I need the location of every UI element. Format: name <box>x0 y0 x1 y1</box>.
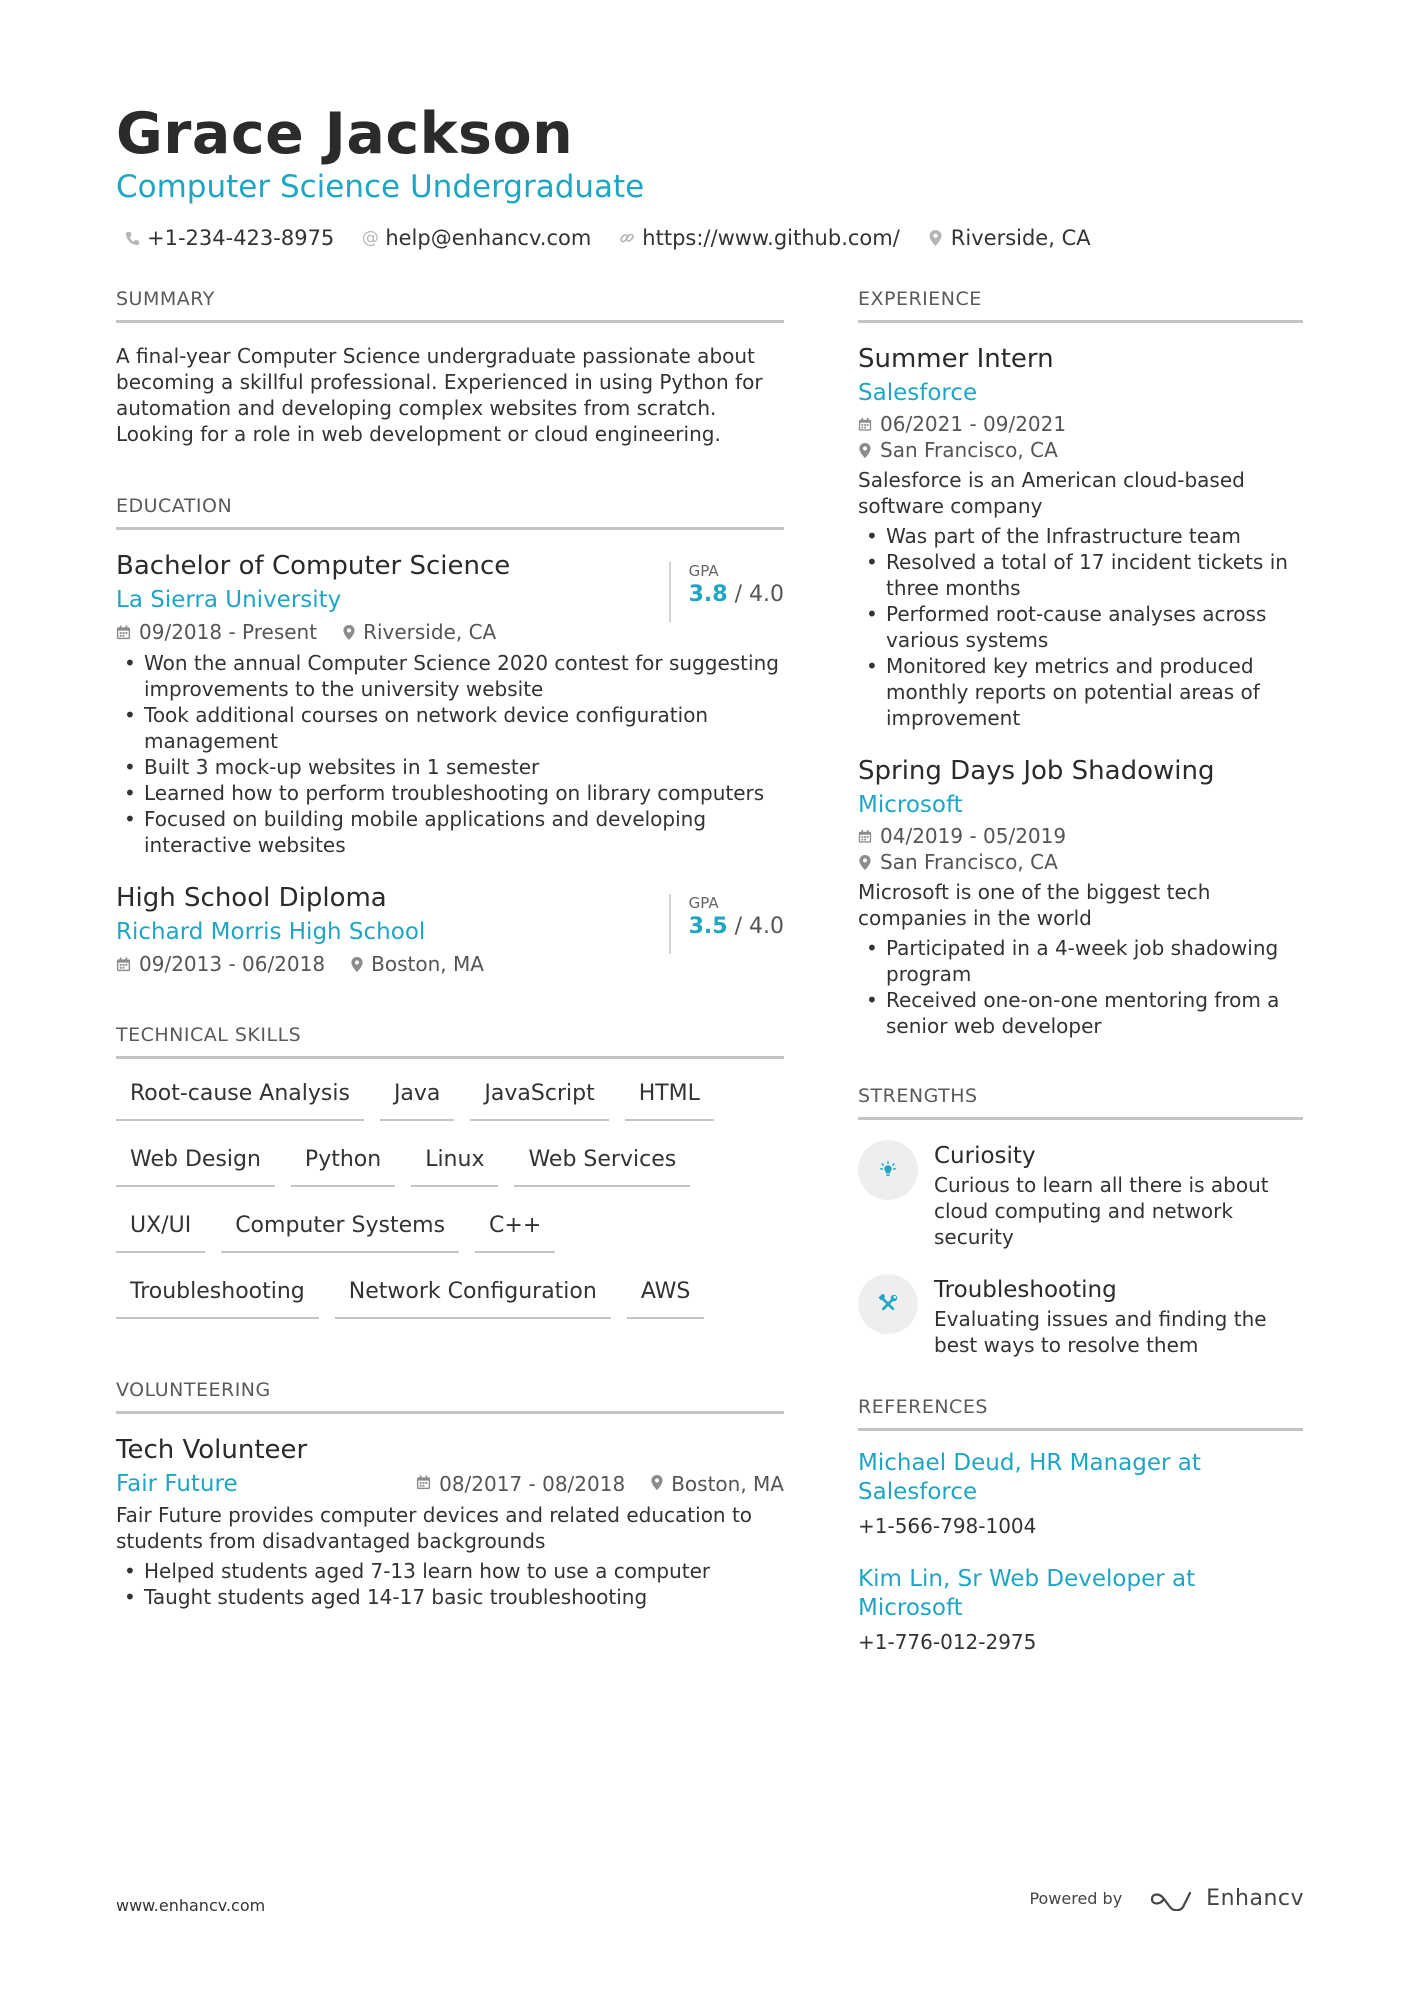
contact-phone-text: +1-234-423-8975 <box>147 226 335 250</box>
footer-branding <box>1029 1886 1304 1911</box>
experience-role: Summer Intern <box>858 344 1054 374</box>
list-item: • Learned how to perform troubleshooting on library computers <box>116 780 784 806</box>
experience-location-row <box>858 437 1303 463</box>
reference-phone: +1-776-012-2975 <box>858 1630 1037 1654</box>
reference-phone: +1-566-798-1004 <box>858 1514 1037 1538</box>
location-pin-icon <box>351 957 363 972</box>
experience-dates: 06/2021 - 09/2021 <box>880 412 1067 436</box>
skill-tag: Web Services <box>514 1139 690 1187</box>
volunteer-meta <box>416 1472 784 1496</box>
right-column <box>858 286 1303 1657</box>
volunteer-bullets <box>116 1558 784 1610</box>
calendar-icon <box>858 417 872 432</box>
volunteer-location: Boston, MA <box>671 1472 784 1496</box>
list-item: • Received one-on-one mentoring from a senior web developer <box>858 987 1303 1039</box>
experience-dates: 04/2019 - 05/2019 <box>880 824 1067 848</box>
education-bullets <box>116 650 784 858</box>
strength-text <box>934 1140 1303 1250</box>
calendar-icon <box>116 625 131 640</box>
experience-dates-row <box>858 823 1303 849</box>
skill-tag: Troubleshooting <box>116 1271 319 1319</box>
education-meta <box>116 950 784 978</box>
education-heading: EDUCATION <box>116 493 784 530</box>
gpa-score: 3.5 <box>688 914 728 939</box>
phone-icon <box>124 231 140 246</box>
reference-item <box>858 1565 1303 1657</box>
volunteering-heading: VOLUNTEERING <box>116 1377 784 1414</box>
summary-section <box>116 286 784 447</box>
references-section <box>858 1394 1303 1657</box>
gpa-label: GPA <box>688 562 719 580</box>
link-icon <box>619 230 635 246</box>
left-column <box>116 286 784 1610</box>
experience-description: Salesforce is an American cloud-based software company <box>858 468 1245 518</box>
references-heading: REFERENCES <box>858 1394 1303 1431</box>
skill-tag: AWS <box>627 1271 705 1319</box>
at-icon: @ <box>361 228 379 248</box>
education-meta <box>116 618 784 646</box>
contact-link-text: https://www.github.com/ <box>642 226 900 250</box>
calendar-icon <box>416 1475 431 1494</box>
education-section <box>116 493 784 978</box>
reference-item <box>858 1449 1303 1541</box>
contact-location-text: Riverside, CA <box>950 226 1091 250</box>
brand-name: Enhancv <box>1206 1886 1304 1911</box>
list-item: • Built 3 mock-up websites in 1 semester <box>116 754 784 780</box>
experience-role: Spring Days Job Shadowing <box>858 756 1215 786</box>
calendar-icon <box>858 829 872 844</box>
strength-item <box>858 1274 1303 1358</box>
list-item: • Was part of the Infrastructure team <box>858 523 1303 549</box>
powered-by-label: Powered by <box>1029 1889 1123 1908</box>
experience-description: Microsoft is one of the biggest tech companies in the world <box>858 880 1211 930</box>
brand-logo[interactable] <box>1148 1886 1304 1911</box>
list-item: • Performed root-cause analyses across various systems <box>858 601 1303 653</box>
experience-company: Microsoft <box>858 792 963 818</box>
contact-phone <box>124 223 334 253</box>
gpa-value <box>689 580 784 610</box>
experience-entry <box>858 753 1303 1039</box>
volunteering-section <box>116 1377 784 1610</box>
experience-bullets <box>858 523 1303 731</box>
skill-tag: Web Design <box>116 1139 275 1187</box>
list-item: • Taught students aged 14-17 basic troubleshooting <box>116 1584 784 1610</box>
education-degree: High School Diploma <box>116 883 387 913</box>
education-location: Boston, MA <box>371 952 484 976</box>
skill-tag: Root-cause Analysis <box>116 1073 364 1121</box>
skill-tag: JavaScript <box>470 1073 608 1121</box>
education-dates: 09/2018 - Present <box>139 620 318 644</box>
experience-section <box>858 286 1303 1039</box>
list-item: • Focused on building mobile applications and developing interactive websites <box>116 806 784 858</box>
list-item: • Participated in a 4-week job shadowing program <box>858 935 1303 987</box>
contact-email-text: help@enhancv.com <box>385 226 592 250</box>
contact-bar <box>124 223 1119 253</box>
strength-title: Curiosity <box>934 1143 1036 1169</box>
education-school: La Sierra University <box>116 587 342 613</box>
strengths-section <box>858 1083 1303 1358</box>
gpa-score: 3.8 <box>688 582 728 607</box>
volunteer-org: Fair Future <box>116 1471 238 1497</box>
experience-bullets <box>858 935 1303 1039</box>
summary-text: A final-year Computer Science undergraduate passionate about becoming a skillful professional. Experienced in using Python for automation and developing complex websites from scratch. Looking for a role in web development or cloud engineering. <box>116 344 763 446</box>
location-pin-icon <box>343 625 355 640</box>
education-location: Riverside, CA <box>363 620 497 644</box>
gpa-box <box>669 562 784 622</box>
contact-email <box>362 223 591 253</box>
location-pin-icon <box>858 443 872 458</box>
strength-title: Troubleshooting <box>934 1277 1117 1303</box>
education-entry <box>116 880 784 978</box>
experience-dates-row <box>858 411 1303 437</box>
tools-icon <box>858 1274 918 1334</box>
location-pin-icon <box>928 230 944 246</box>
experience-heading: EXPERIENCE <box>858 286 1303 323</box>
experience-location: San Francisco, CA <box>880 850 1058 874</box>
contact-location <box>928 223 1091 253</box>
strength-item <box>858 1140 1303 1250</box>
candidate-name: Grace Jackson <box>116 101 574 167</box>
skill-tag: Python <box>291 1139 395 1187</box>
education-school: Richard Morris High School <box>116 919 426 945</box>
location-pin-icon <box>651 1475 663 1494</box>
skill-tag: Computer Systems <box>221 1205 459 1253</box>
skill-tag: UX/UI <box>116 1205 205 1253</box>
volunteer-description: Fair Future provides computer devices and related education to students from disadvantaged backgrounds <box>116 1503 753 1553</box>
lightbulb-icon <box>858 1140 918 1200</box>
volunteer-role: Tech Volunteer <box>116 1435 308 1465</box>
gpa-label: GPA <box>688 894 719 912</box>
experience-location-row <box>858 849 1303 875</box>
reference-name: Kim Lin, Sr Web Developer at Microsoft <box>858 1566 1196 1621</box>
list-item: • Took additional courses on network device configuration management <box>116 702 784 754</box>
skill-tag: Java <box>380 1073 454 1121</box>
list-item: • Won the annual Computer Science 2020 contest for suggesting improvements to the university website <box>116 650 784 702</box>
gpa-max: / 4.0 <box>734 582 784 607</box>
volunteer-org-row <box>116 1468 784 1500</box>
list-item: • Monitored key metrics and produced monthly reports on potential areas of improvement <box>858 653 1303 731</box>
list-item: • Helped students aged 7-13 learn how to use a computer <box>116 1558 784 1584</box>
skills-list <box>116 1073 784 1337</box>
education-degree: Bachelor of Computer Science <box>116 551 511 581</box>
candidate-title: Computer Science Undergraduate <box>116 169 645 205</box>
experience-entry <box>858 341 1303 731</box>
skills-section <box>116 1022 784 1337</box>
gpa-box <box>669 894 784 954</box>
skills-heading: TECHNICAL SKILLS <box>116 1022 784 1059</box>
education-entry <box>116 548 784 858</box>
experience-location: San Francisco, CA <box>880 438 1058 462</box>
volunteer-dates: 08/2017 - 08/2018 <box>439 1472 626 1496</box>
strengths-heading: STRENGTHS <box>858 1083 1303 1120</box>
skill-tag: Linux <box>411 1139 498 1187</box>
strength-description: Evaluating issues and finding the best ways to resolve them <box>934 1307 1267 1357</box>
contact-link <box>619 223 900 253</box>
skill-tag: C++ <box>475 1205 555 1253</box>
experience-company: Salesforce <box>858 380 978 406</box>
skill-tag: HTML <box>625 1073 714 1121</box>
gpa-max: / 4.0 <box>734 914 784 939</box>
location-pin-icon <box>858 855 872 870</box>
strength-text <box>934 1274 1303 1358</box>
footer-website[interactable]: www.enhancv.com <box>116 1896 266 1915</box>
calendar-icon <box>116 957 131 972</box>
strength-description: Curious to learn all there is about cloud computing and network security <box>934 1173 1269 1249</box>
infinity-logo-icon <box>1148 1887 1196 1911</box>
reference-name: Michael Deud, HR Manager at Salesforce <box>858 1450 1201 1505</box>
gpa-value <box>689 912 784 942</box>
summary-heading: SUMMARY <box>116 286 784 323</box>
list-item: • Resolved a total of 17 incident tickets in three months <box>858 549 1303 601</box>
skill-tag: Network Configuration <box>335 1271 611 1319</box>
education-dates: 09/2013 - 06/2018 <box>139 952 326 976</box>
